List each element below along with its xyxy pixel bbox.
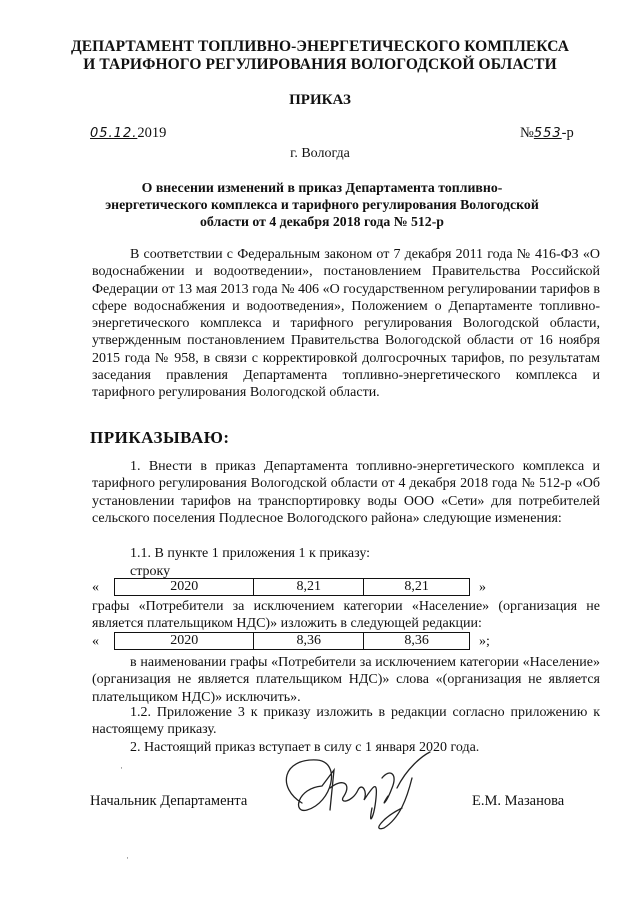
handwritten-signature — [272, 748, 442, 833]
order-subject — [92, 179, 552, 230]
scan-speck: · — [126, 853, 129, 863]
quote-open-2: « — [92, 634, 99, 649]
city: г. Вологда — [290, 146, 350, 161]
decree-word: ПРИКАЗЫВАЮ: — [90, 428, 230, 447]
old-tariff-row — [114, 578, 470, 596]
number-sign: № — [520, 125, 534, 141]
number-suffix: -р — [561, 125, 574, 141]
item-1-1: 1.1. В пункте 1 приложения 1 к приказу: — [130, 546, 371, 561]
item-1-paragraph: 1. Внести в приказ Департамента топливно-энергетического комплекса и тарифного регулирования Вологодской области от 4 декабря 2018 года № 512-р «Об установлении тарифов на транспортировку воды ООО «Сети» для потребителей сельского поселения Подлесное Вологодского района» следующие изменения: — [92, 459, 600, 526]
new-tariff-cell: 8,36 — [364, 633, 470, 650]
preamble-paragraph: В соответствии с Федеральным законом от 7 декабря 2011 года № 416-ФЗ «О водоснабжении и водоотведении», постановлением Правительства Российской Федерации от 13 мая 2013 года № 406 «О государственном регулировании тарифов в сфере водоснабжения и водоотведения», Положением о Департаменте топливно-энергетического комплекса и тарифного регулирования Вологодской области, утвержденным постановлением Правительства Вологодской области от 16 ноября 2015 года № 958, в связи с корректировкой долгосрочных тарифов, по результатам заседания правления Департамента топливно-энергетического комплекса и тарифного регулирования Вологодской области. — [92, 247, 600, 401]
old-tariff-cell: 8,21 — [364, 579, 470, 596]
item-1-2-paragraph: 1.2. Приложение 3 к приказу изложить в редакции согласно приложению к настоящему приказу. — [92, 705, 600, 738]
old-year-cell: 2020 — [115, 579, 254, 596]
subject-line: энергетического комплекса и тарифного регулирования Вологодской — [105, 197, 539, 212]
order-number — [520, 125, 574, 142]
order-title: ПРИКАЗ — [289, 92, 351, 108]
order-date — [90, 125, 166, 142]
new-tariff-row — [114, 632, 470, 650]
quote-close-2: »; — [479, 634, 490, 649]
item-2-paragraph: 2. Настоящий приказ вступает в силу с 1 января 2020 года. — [130, 740, 480, 755]
department-name-line1: ДЕПАРТАМЕНТ ТОПЛИВНО-ЭНЕРГЕТИЧЕСКОГО КОМПЛЕКСА — [70, 38, 570, 55]
subject-line: О внесении изменений в приказ Департамента топливно- — [141, 180, 503, 195]
row-word: строку — [130, 564, 171, 579]
quote-open-1: « — [92, 580, 99, 595]
old-tariff-cell: 8,21 — [254, 579, 364, 596]
subject-line: области от 4 декабря 2018 года № 512-р — [200, 214, 444, 229]
graph-paragraph: графы «Потребители за исключением категории «Население» (организация не является плательщиком НДС)» изложить в следующей редакции: — [92, 599, 600, 632]
new-year-cell: 2020 — [115, 633, 254, 650]
rename-paragraph: в наименовании графы «Потребители за исключением категории «Население» (организация не является плательщиком НДС)» слова «(организация не является плательщиком НДС)» исключить». — [92, 655, 600, 705]
signatory-title: Начальник Департамента — [90, 793, 248, 809]
order-year: 2019 — [137, 125, 167, 141]
scan-speck: · — [120, 763, 123, 773]
signatory-name: Е.М. Мазанова — [472, 793, 565, 809]
quote-close-1: » — [479, 580, 486, 595]
new-tariff-cell: 8,36 — [254, 633, 364, 650]
handwritten-number: 553 — [533, 126, 562, 141]
department-name-line2: И ТАРИФНОГО РЕГУЛИРОВАНИЯ ВОЛОГОДСКОЙ ОБЛАСТИ — [83, 56, 557, 73]
handwritten-date: 05.12. — [90, 126, 138, 141]
